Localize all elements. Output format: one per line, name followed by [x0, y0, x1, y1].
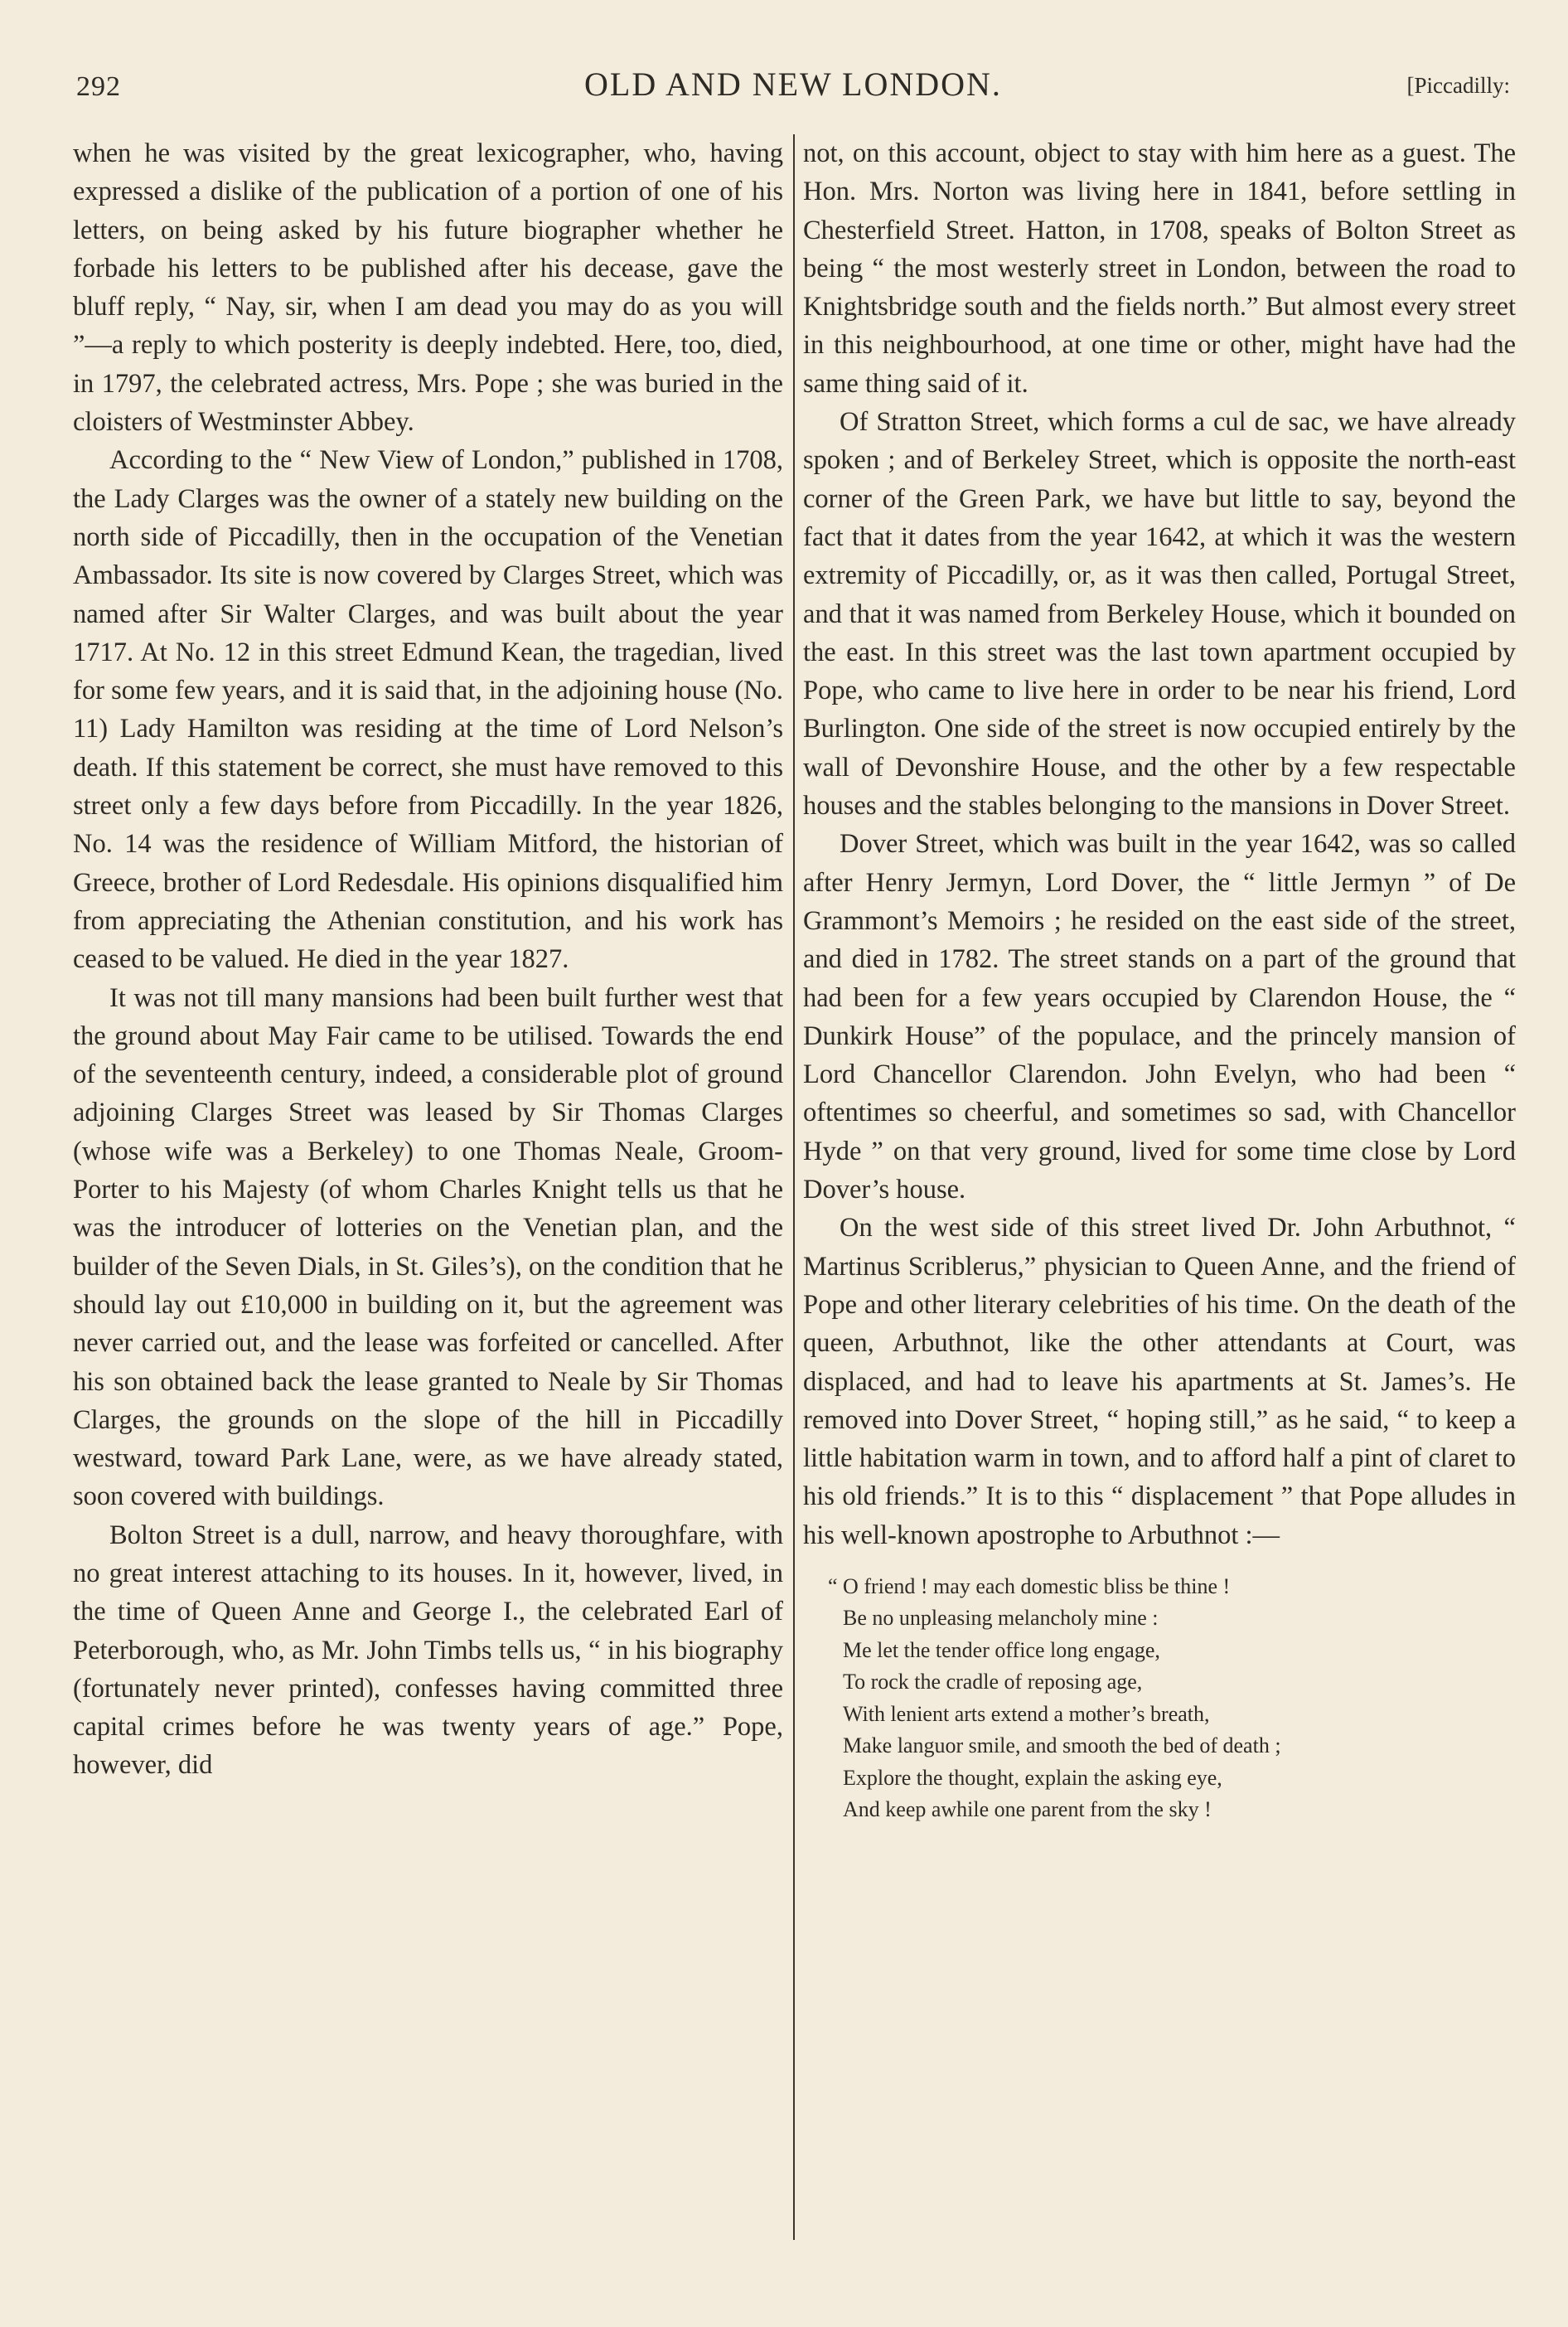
right-column [803, 134, 1516, 1826]
paragraph: Dover Street, which was built in the year 1642, was so called after Henry Jermyn, Lord Dover, the “ little Jermyn ” of De Grammont’s Memoirs ; he resided on the east side of the street, and died in 1782. The street stands on a part of the ground that had been for a few years occupied by Clarendon House, the “ Dunkirk House” of the populace, and the princely mansion of Lord Chancellor Clarendon. John Evelyn, who had been “ oftentimes so cheerful, and sometimes so sad, with Chancellor Hyde ” on that very ground, lived for some time close by Lord Dover’s house. [803, 829, 1516, 1205]
left-column [73, 134, 783, 1785]
verse-line: With lenient arts extend a mother’s breath, [843, 1701, 1210, 1726]
verse-quotation [828, 1571, 1516, 1826]
verse-line: Me let the tender office long engage, [843, 1637, 1160, 1662]
paragraph: Of Stratton Street, which forms a cul de sac, we have already spoken ; and of Berkeley Street, which is opposite the north-east corner of the Green Park, we have but little to say, beyond the fact that it dates from the year 1642, at which it was the western extremity of Piccadilly, or, as it was then called, Portugal Street, and that it was named from Berkeley House, which it bounded on the east. In this street was the last town apartment occupied by Pope, who came to live here in order to be near his friend, Lord Burlington. One side of the street is now occupied entirely by the wall of Devonshire House, and the other by a few respectable houses and the stables belonging to the mansions in Dover Street. [803, 407, 1516, 822]
verse-line: Make languor smile, and smooth the bed of death ; [843, 1733, 1281, 1758]
paragraph: On the west side of this street lived Dr. John Arbuthnot, “ Martinus Scriblerus,” physician to Queen Anne, and the friend of Pope and other literary celebrities of his time. On the death of the queen, Arbuthnot, like the other attendants at Court, was displaced, and had to leave his apartments at St. James’s. He removed into Dover Street, “ hoping still,” as he said, “ to keep a little habitation warm in town, and to afford half a pint of claret to his old friends.” It is to this “ displacement ” that Pope alludes in his well-known apostrophe to Arbuthnot :— [803, 1213, 1516, 1550]
running-title: OLD AND NEW LONDON. [584, 65, 1002, 103]
paragraph: Bolton Street is a dull, narrow, and heavy thoroughfare, with no great interest attaching to its houses. In it, however, lived, in the time of Queen Anne and George I., the celebrated Earl of Peterborough, who, as Mr. John Timbs tells us, “ in his biography (fortunately never printed), confesses having committed three capital crimes before he was twenty years of age.” Pope, however, did [73, 1520, 783, 1781]
paragraph: It was not till many mansions had been built further west that the ground about May Fair came to be utilised. Towards the end of the seventeenth century, indeed, a considerable plot of ground adjoining Clarges Street was leased by Sir Thomas Clarges (whose wife was a Berkeley) to one Thomas Neale, Groom-Porter to his Majesty (of whom Charles Knight tells us that he was the introducer of lotteries on the Venetian plan, and the builder of the Seven Dials, in St. Giles’s), on the condition that he should lay out £10,000 in building on it, but the agreement was never carried out, and the lease was forfeited or cancelled. After his son obtained back the lease granted to Neale by Sir Thomas Clarges, the grounds on the slope of the hill in Piccadilly westward, toward Park Lane, were, as we have already stated, soon covered with buildings. [73, 982, 783, 1512]
verse-line: Explore the thought, explain the asking eye, [843, 1765, 1222, 1790]
verse-line: To rock the cradle of reposing age, [843, 1670, 1143, 1694]
page-number: 292 [76, 71, 121, 102]
paragraph: According to the “ New View of London,” published in 1708, the Lady Clarges was the owner of a stately new building on the north side of Piccadilly, then in the occupation of the Venetian Ambassador. Its site is now covered by Clarges Street, which was named after Sir Walter Clarges, and was built about the year 1717. At No. 12 in this street Edmund Kean, the tragedian, lived for some few years, and it is said that, in the adjoining house (No. 11) Lady Hamilton was residing at the time of Lord Nelson’s death. If this statement be correct, she must have removed to this street only a few days before from Piccadilly. In the year 1826, No. 14 was the residence of William Mitford, the historian of Greece, brother of Lord Redesdale. His opinions disqualified him from appreciating the Athenian constitution, and his work has ceased to be valued. He died in the year 1827. [73, 445, 783, 975]
paragraph: not, on this account, object to stay with him here as a guest. The Hon. Mrs. Norton was living here in 1841, before settling in Chesterfield Street. Hatton, in 1708, speaks of Bolton Street as being “ the most westerly street in London, between the road to Knightsbridge south and the fields north.” But almost every street in this neighbourhood, at one time or other, might have had the same thing said of it. [803, 138, 1516, 399]
page-header [76, 65, 1510, 114]
verse-line: And keep awhile one parent from the sky ! [843, 1797, 1212, 1822]
verse-line: “ O friend ! may each domestic bliss be thine ! [828, 1573, 1231, 1598]
verse-line: Be no unpleasing melancholy mine : [843, 1606, 1159, 1631]
column-divider [793, 134, 795, 2240]
paragraph: when he was visited by the great lexicographer, who, having expressed a dislike of the publication of a portion of one of his letters, on being asked by his future biographer whether he forbade his letters to be published after his decease, gave the bluff reply, “ Nay, sir, when I am dead you may do as you will ”—a reply to which posterity is deeply indebted. Here, too, died, in 1797, the celebrated actress, Mrs. Pope ; she was buried in the cloisters of Westminster Abbey. [73, 138, 783, 438]
section-tag: [Piccadilly: [1406, 73, 1510, 98]
